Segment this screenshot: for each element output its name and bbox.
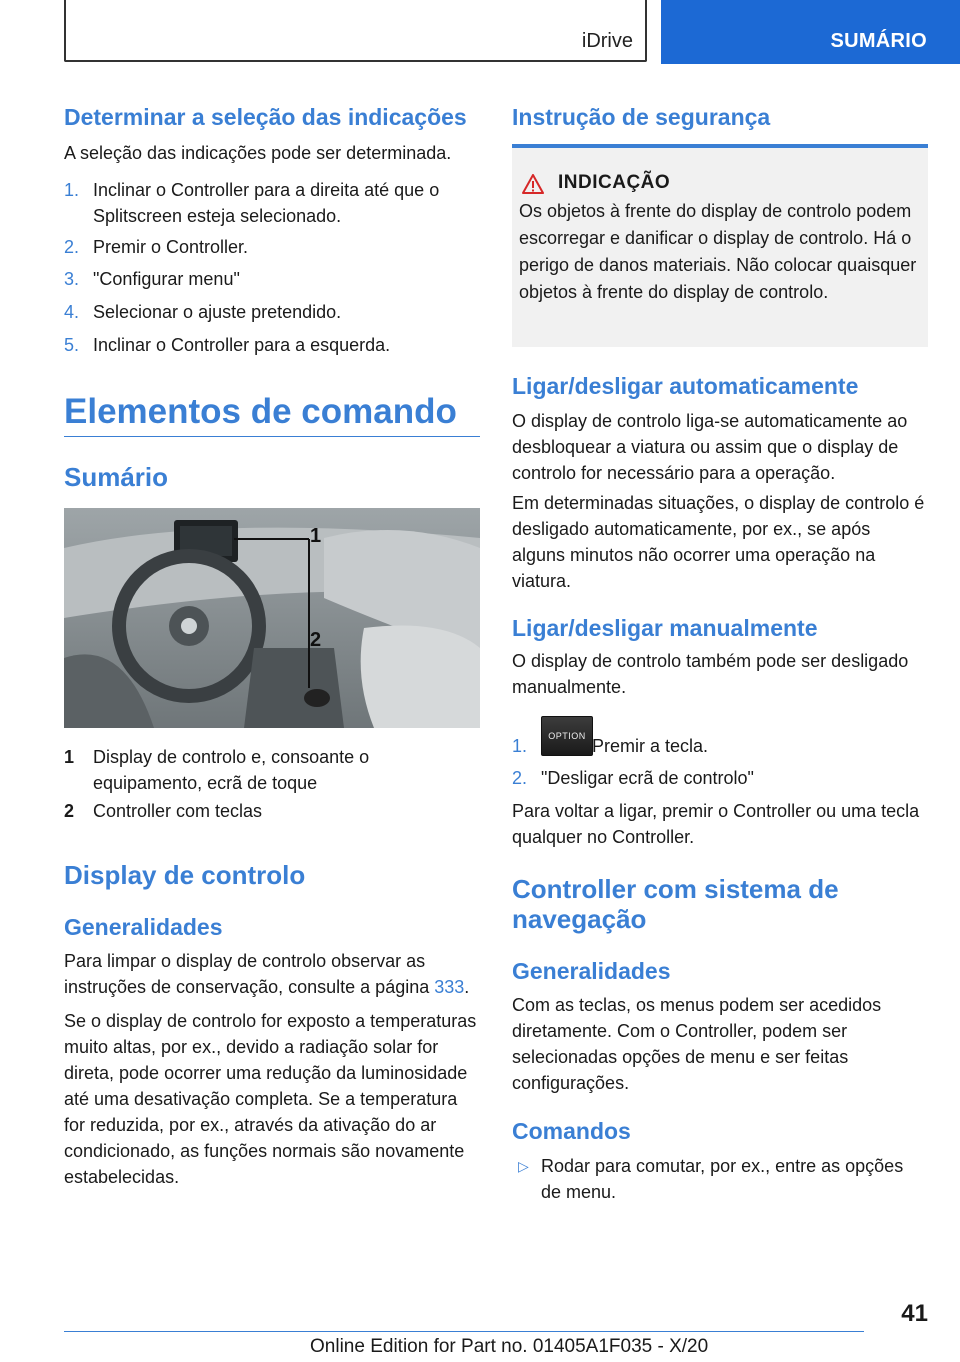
header-summary-label: SUMÁRIO [830,30,927,52]
general-title: Generalidades [64,914,223,940]
nav-general-paragraph: Com as teclas, os menus podem ser acedidos diretamente. Com o Controller, podem ser selecionadas opções de menu e ser feitas configurações. [512,995,882,1093]
selection-heading: Determinar a seleção das indicações [64,104,467,130]
chapter-title: Elementos de comando [64,392,457,431]
general-paragraph-2: Se o display de controlo for exposto a temperaturas muito altas, por ex., devido a radiação solar for direta, pode ocorrer uma redução da luminosidade até uma desativação completa. Se a temperatura for reduzida, por ex., através da ativação do ar condicionado, as funções normais são novamente estabelecidas. [64,1011,477,1187]
step-number: 4. [64,302,80,322]
general-paragraph-1: Para limpar o display de controlo observar as instruções de conservação, consulte a página 333. [64,951,470,997]
auto-paragraph-2: Em determinadas situações, o display de controlo é desligado automaticamente, por ex., se após alguns minutos não ocorrer uma operação na viatura. [512,493,925,591]
header-summary-tab[interactable] [661,0,960,64]
step-text: Premir o Controller. [93,237,249,257]
auto-title: Ligar/desligar automaticamente [512,373,859,399]
warning-box [512,144,928,347]
step-number: 1. [64,180,80,200]
nav-title: Controller com sistema de navegação [512,874,839,934]
step-number: 5. [64,335,80,355]
photo-callout-1: 1 [310,525,322,547]
step-text: "Configurar menu" [93,269,240,289]
manual-paragraph-2: Para voltar a ligar, premir o Controller ou uma tecla qualquer no Controller. [512,801,920,847]
footer-rule [64,1331,864,1332]
auto-paragraph-1: O display de controlo liga-se automaticamente ao desbloquear a viatura ou assim que o display de controlo for necessário para a operação. [512,411,908,483]
step-text: Inclinar o Controller para a direita até que o Splitscreen esteja selecionado. [93,180,440,226]
step-number: 2. [512,768,528,788]
step-text: "Desligar ecrã de controlo" [541,768,754,788]
header-section-label: iDrive [581,30,633,52]
warning-triangle-icon [522,174,544,194]
warning-title: INDICAÇÃO [558,172,671,193]
manual-paragraph-1: O display de controlo também pode ser desligado manualmente. [512,651,909,697]
cockpit-photo [64,508,480,728]
step-number: 1. [512,736,528,756]
chapter-rule [64,436,480,437]
page-link-333[interactable]: 333 [434,977,465,997]
safety-title: Instrução de segurança [512,104,771,130]
header-section-box [64,0,647,62]
legend-text: Controller com teclas [93,801,263,821]
page-number: 41 [901,1300,928,1327]
legend-number: 1 [64,747,75,767]
display-title: Display de controlo [64,860,306,890]
step-number: 3. [64,269,80,289]
manual-title: Ligar/desligar manualmente [512,615,818,641]
legend-text: Display de controlo e, consoante o equipamento, ecrã de toque [93,747,370,793]
warning-text: Os objetos à frente do display de controlo podem escorregar e danificar o display de controlo. Há o perigo de danos materiais. Não colocar quaisquer objetos à frente do display de controlo. [519,201,917,302]
footer-edition: Online Edition for Part no. 01405A1F035 - X/20 [310,1336,709,1357]
command-item: Rodar para comutar, por ex., entre as opções de menu. [541,1156,904,1202]
nav-general-title: Generalidades [512,958,671,984]
bullet-triangle-icon: ▷ [518,1158,529,1174]
commands-title: Comandos [512,1118,631,1144]
cockpit-illustration [64,508,480,728]
photo-callout-2: 2 [310,629,322,651]
step-text: Inclinar o Controller para a esquerda. [93,335,391,355]
step-text: Premir a tecla. [592,736,709,756]
selection-intro: A seleção das indicações pode ser determinada. [64,143,452,163]
legend-number: 2 [64,801,75,821]
step-number: 2. [64,237,80,257]
summary-title: Sumário [64,462,169,492]
step-text: Selecionar o ajuste pretendido. [93,302,342,322]
option-key-icon: OPTION [541,716,593,756]
